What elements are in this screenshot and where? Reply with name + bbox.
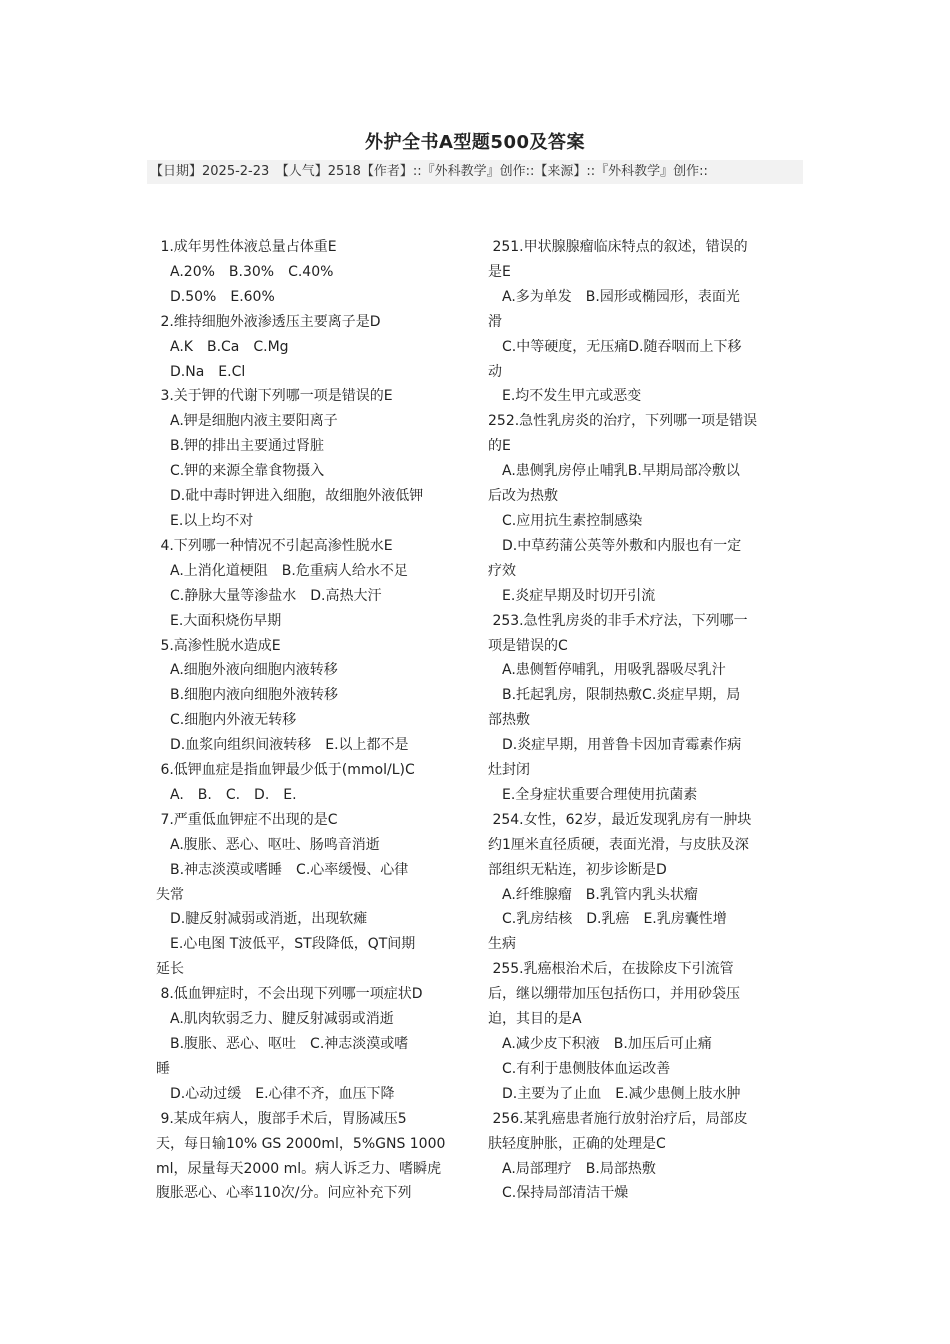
text-line: D.50% E.60%: [156, 288, 275, 305]
text-line: 部组织无粘连，初步诊断是D: [488, 861, 667, 878]
text-line: D.主要为了止血 E.减少患侧上肢水肿: [488, 1085, 741, 1102]
text-line: C.应用抗生素控制感染: [488, 512, 643, 529]
text-line: 8.低血钾症时，不会出现下列哪一项症状D: [156, 986, 423, 1003]
text-line: C.有利于患侧肢体血运改善: [488, 1060, 671, 1077]
text-line: D.心动过缓 E.心律不齐，血压下降: [156, 1085, 395, 1102]
text-line: A.患侧乳房停止哺乳B.早期局部冷敷以: [488, 463, 740, 480]
text-line: 约1厘米直径质硬，表面光滑，与皮肤及深: [488, 836, 749, 853]
text-line: D.Na E.Cl: [156, 363, 246, 380]
text-line: 2.维持细胞外液渗透压主要离子是D: [156, 313, 381, 330]
text-line: 7.严重低血钾症不出现的是C: [156, 811, 338, 828]
document-meta-bar: 【日期】2025-2-23 【人气】2518【作者】::『外科教学』创作::【来源】::『外科教学』创作::: [147, 160, 803, 184]
text-line: A.患侧暂停哺乳，用吸乳器吸尽乳汁: [488, 662, 726, 679]
text-line: 生病: [488, 936, 516, 953]
text-line: E.心电图 T波低平，ST段降低，QT间期: [156, 936, 416, 953]
text-line: B.托起乳房，限制热敷C.炎症早期，局: [488, 687, 741, 704]
text-line: A.肌肉软弱乏力、腱反射减弱或消逝: [156, 1011, 394, 1028]
text-line: 睡: [156, 1060, 170, 1077]
text-line: A.多为单发 B.园形或椭园形，表面光: [488, 288, 740, 305]
text-line: D.砒中毒时钾进入细胞，故细胞外液低钾: [156, 488, 424, 505]
text-line: E.全身症状重要合理使用抗菌素: [488, 786, 698, 803]
text-line: 4.下列哪一种情况不引起高渗性脱水E: [156, 537, 393, 554]
text-line: A.20% B.30% C.40%: [156, 263, 334, 280]
text-line: ml，尿量每天2000 ml。病人诉乏力、嗜瞬虎: [156, 1160, 442, 1177]
text-line: B.钾的排出主要通过肾脏: [156, 438, 325, 455]
text-line: D.炎症早期，用普鲁卡因加青霉素作病: [488, 737, 742, 754]
text-line: C.保持局部清洁干燥: [488, 1185, 629, 1202]
text-line: A.细胞外液向细胞内液转移: [156, 662, 338, 679]
text-line: B.神志淡漠或嗜睡 C.心率缓慢、心律: [156, 861, 409, 878]
text-line: 后，继以绷带加压包括伤口，并用砂袋压: [488, 986, 740, 1003]
text-line: A.局部理疗 B.局部热敷: [488, 1160, 656, 1177]
text-line: 256.某乳癌患者施行放射治疗后，局部皮: [488, 1110, 748, 1127]
text-line: D.血浆向组织间液转移 E.以上都不是: [156, 737, 409, 754]
text-line: B.细胞内液向细胞外液转移: [156, 687, 339, 704]
text-line: 253.急性乳房炎的非手术疗法，下列哪一: [488, 612, 748, 629]
text-line: 动: [488, 363, 502, 380]
text-line: E.均不发生甲亢或恶变: [488, 388, 642, 405]
text-line: E.炎症早期及时切开引流: [488, 587, 656, 604]
left-column: [156, 235, 476, 1206]
text-line: 的E: [488, 438, 511, 455]
right-column: [488, 235, 796, 1206]
text-line: A.K B.Ca C.Mg: [156, 338, 289, 355]
text-line: 1.成年男性体液总量占体重E: [156, 239, 337, 255]
text-line: A.钾是细胞内液主要阳离子: [156, 413, 338, 430]
text-line: C.静脉大量等渗盐水 D.高热大汗: [156, 587, 382, 604]
text-line: 延长: [156, 961, 184, 978]
text-line: A. B. C. D. E.: [156, 786, 297, 803]
text-line: B.腹胀、恶心、呕吐 C.神志淡漠或嗜: [156, 1036, 409, 1052]
text-line: 254.女性，62岁，最近发现乳房有一肿块: [488, 811, 752, 828]
text-line: C.钾的来源全靠食物摄入: [156, 463, 325, 480]
text-line: 251.甲状腺腺瘤临床特点的叙述，错误的: [488, 239, 748, 255]
text-line: 5.高渗性脱水造成E: [156, 637, 281, 654]
text-line: 是E: [488, 263, 511, 280]
text-line: 255.乳癌根治术后，在拔除皮下引流管: [488, 961, 734, 978]
text-line: C.中等硬度，无压痛D.随吞咽而上下移: [488, 338, 742, 355]
text-line: A.上消化道梗阻 B.危重病人给水不足: [156, 562, 408, 579]
text-line: D.中草药蒲公英等外敷和内服也有一定: [488, 537, 742, 554]
text-line: 滑: [488, 313, 502, 330]
text-line: 天，每日输10% GS 2000ml，5%GNS 1000: [156, 1135, 446, 1152]
document-title: 外护全书A型题500及答案: [364, 132, 585, 153]
text-line: 项是错误的C: [488, 637, 568, 654]
text-line: 9.某成年病人，腹部手术后，胃肠减压5: [156, 1110, 407, 1127]
text-line: 肤轻度肿胀，正确的处理是C: [488, 1135, 666, 1152]
text-line: D.腱反射减弱或消逝，出现软瘫: [156, 911, 368, 928]
text-line: 部热敷: [488, 712, 530, 729]
text-line: 252.急性乳房炎的治疗，下列哪一项是错误: [488, 413, 758, 430]
text-line: A.腹胀、恶心、呕吐、肠鸣音消逝: [156, 836, 380, 853]
text-line: 灶封闭: [488, 762, 530, 779]
text-line: 3.关于钾的代谢下列哪一项是错误的E: [156, 388, 393, 405]
text-line: 失常: [156, 886, 184, 903]
text-line: E.大面积烧伤早期: [156, 612, 282, 629]
text-line: 后改为热敷: [488, 488, 558, 505]
text-line: E.以上均不对: [156, 512, 254, 529]
text-line: C.细胞内外液无转移: [156, 712, 297, 729]
text-line: 疗效: [488, 562, 516, 579]
text-line: A.减少皮下积液 B.加压后可止痛: [488, 1036, 712, 1052]
text-line: A.纤维腺瘤 B.乳管内乳头状瘤: [488, 886, 698, 903]
text-line: 腹胀恶心、心率110次/分。问应补充下列: [156, 1185, 412, 1202]
text-line: C.乳房结核 D.乳癌 E.乳房囊性增: [488, 911, 727, 928]
text-line: 6.低钾血症是指血钾最少低于(mmol/L)C: [156, 762, 415, 779]
text-line: 迫，其目的是A: [488, 1011, 582, 1028]
